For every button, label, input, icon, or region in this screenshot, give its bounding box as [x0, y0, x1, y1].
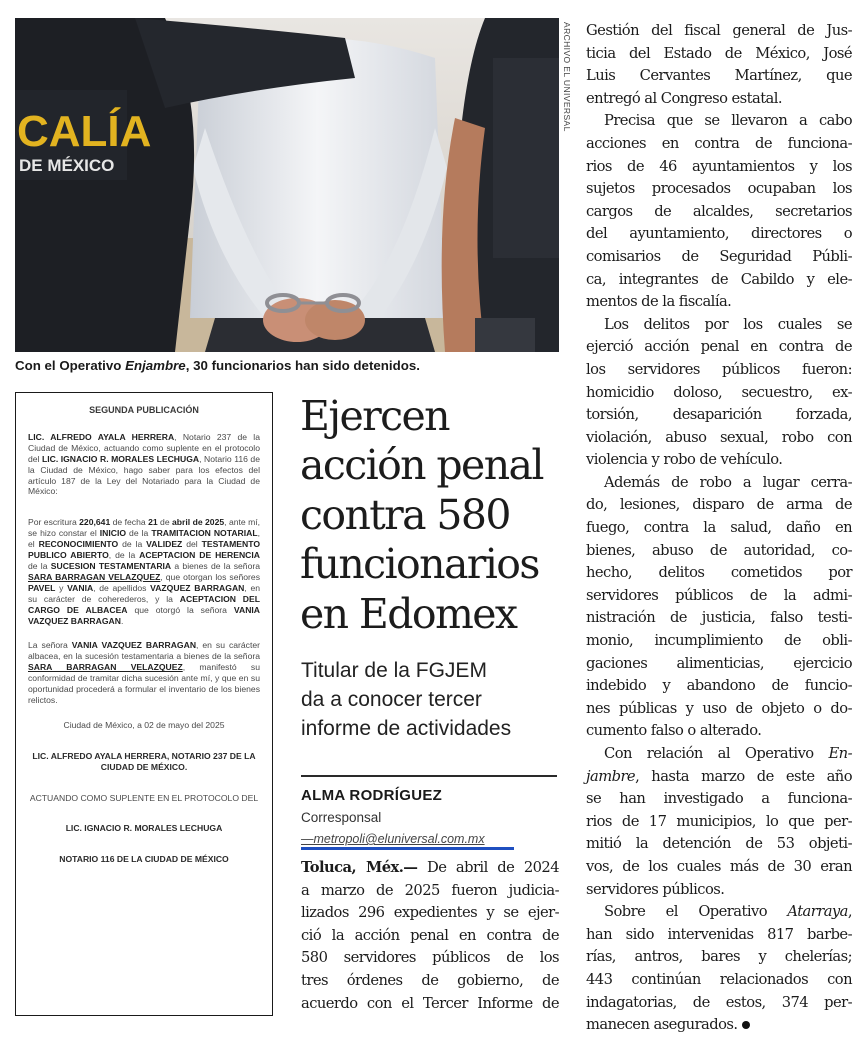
body-line: do, lesiones, disparo de arma de — [586, 496, 852, 514]
body-line: Los delitos por los cuales se — [604, 315, 852, 333]
body-line: manecen asegurados. — [586, 1014, 852, 1037]
body-line: bienes, abuso de autoridad, co- — [586, 541, 852, 559]
legal-notice-box — [15, 392, 273, 1016]
notice-signature-1: LIC. ALFREDO AYALA HERRERA, NOTARIO 237 DE LA CIUDAD DE MÉXICO. — [32, 750, 256, 772]
end-of-article-bullet-icon — [742, 1021, 750, 1029]
body-line: indagatorias, de estos, 374 per- — [586, 993, 852, 1011]
notice-date: Ciudad de México, a 02 de mayo del 2025 — [63, 719, 225, 730]
body-line: Toluca, Méx.— De abril de 2024 — [301, 859, 560, 876]
body-line: 580 servidores públicos de los — [301, 949, 559, 967]
article-body-column-1 — [301, 857, 559, 1015]
body-line: rios de 17 municipios, lo que per- — [586, 812, 852, 830]
body-line: torsión, desaparición forzada, — [586, 406, 852, 424]
body-line: Sobre el Operativo Atarraya, — [604, 903, 852, 921]
body-line: ejerció acción penal en contra de — [586, 338, 852, 356]
body-line: a marzo de 2025 fueron judicia- — [301, 881, 559, 899]
body-line: comisarios de Seguridad Públi- — [586, 247, 852, 265]
body-line: sujetos procesados ocupaban los — [586, 180, 852, 198]
body-line: han sido intervenidas 817 barbe- — [586, 925, 852, 943]
body-line: Con relación al Operativo En- — [604, 745, 852, 762]
body-line: acciones en contra de funciona- — [586, 134, 852, 152]
notice-signature-4: NOTARIO 116 DE LA CIUDAD DE MÉXICO — [59, 854, 229, 865]
notice-signature-3: LIC. IGNACIO R. MORALES LECHUGA — [65, 823, 223, 834]
body-line: Luis Cervantes Martínez, que — [586, 67, 852, 85]
body-line: servidores públicos. — [586, 880, 725, 898]
body-line: gaciones alimenticias, ejercicio — [586, 654, 852, 672]
body-line: fuego, contra la salud, daño en — [586, 519, 852, 537]
notice-title: SEGUNDA PUBLICACIÓN — [89, 405, 199, 415]
body-line: monio, incumplimiento de obli- — [586, 632, 852, 650]
vest-text-mexico: DE MÉXICO — [19, 156, 115, 175]
body-line: indebido y abandono de funcio- — [586, 677, 852, 695]
author-role: Corresponsal — [301, 810, 382, 825]
body-line: hecho, delitos cometidos por — [586, 564, 852, 582]
body-line: se han investigado a funciona- — [586, 790, 852, 808]
vest-text-fiscalia: CALÍA — [17, 107, 152, 156]
body-line: ticia del Estado de México, José — [586, 44, 852, 62]
body-line: homicidio doloso, secuestro, ex- — [586, 383, 852, 401]
email-link-underline — [301, 847, 514, 850]
body-line: servidores públicos de la admi- — [586, 586, 852, 604]
photo-caption: Con el Operativo Enjambre, 30 funcionarios han sido detenidos. — [15, 358, 420, 373]
body-line: Gestión del fiscal general de Jus- — [586, 22, 852, 39]
photo-credit: ARCHIVO EL UNIVERSAL — [562, 22, 572, 132]
body-line: entregó al Congreso estatal. — [586, 89, 783, 107]
body-line: violencia y robo de vehículo. — [586, 451, 783, 469]
body-line: nistración de justicia, falso testi- — [586, 609, 852, 627]
article-subheadline: Titular de la FGJEM da a conocer tercer informe de actividades — [301, 659, 512, 740]
body-line: vos, de los cuales más de 30 eran — [586, 857, 852, 875]
author-email-link[interactable]: —metropoli@eluniversal.com.mx — [301, 832, 485, 846]
body-line: violación, abuso sexual, robo con — [586, 428, 852, 446]
body-line: los servidores públicos fueron: — [586, 360, 852, 378]
body-line: lizados 296 expedientes y se ejer- — [301, 904, 559, 922]
body-line: tres órdenes de gobierno, de — [301, 971, 559, 989]
news-photo — [15, 18, 559, 352]
article-body-column-2 — [586, 20, 852, 1037]
body-line: cargos de alcaldes, secretarios — [586, 202, 852, 220]
body-line: ció la acción penal en contra de — [301, 926, 559, 944]
arrest-photo-illustration — [15, 18, 559, 352]
body-line: mitió la detención de 53 objeti- — [586, 835, 852, 853]
body-line: del ayuntamiento, directores o — [586, 225, 852, 243]
body-line: ca, integrantes de Cabildo y ele- — [586, 270, 852, 288]
notice-paragraph-3: La señora VANIA VAZQUEZ BARRAGAN, en su carácter albacea, en la sucesión testamentaria a bienes de la señora SARA BARRAGAN VELAZQUEZ, manifestó su conformidad de tramitar dicha sucesión ante mí, y que en su oportunidad procederá a formular el inventario de los bienes relictos. — [28, 640, 260, 705]
notice-signature-2: ACTUANDO COMO SUPLENTE EN EL PROTOCOLO DEL — [29, 792, 259, 803]
body-line: nes públicas y uso de objeto o do- — [586, 699, 852, 717]
notice-paragraph-2: Por escritura 220,641 de fecha 21 de abril de 2025, ante mí, se hizo constar el INICIO de la TRAMITACION NOTARIAL, el RECONOCIMIENTO de la VALIDEZ del TESTAMENTO PUBLICO ABIERTO, de la ACEPTACION DE HERENCIA de la SUCESION TESTAMENTARIA a bienes de la señora SARA BARRAGAN VELAZQUEZ, que otorgan los señores PAVEL y VANIA, de apellidos VAZQUEZ BARRAGAN, en su carácter de coherederos, y la ACEPTACION DEL CARGO DE ALBACEA que otorgó la señora VANIA VAZQUEZ BARRAGAN. — [28, 517, 261, 626]
body-line: jambre, hasta marzo de este año — [586, 767, 852, 785]
body-line: Precisa que se llevaron a cabo — [604, 112, 852, 130]
article-headline: Ejercen acción penal contra 580 funcionarios en Edomex — [300, 392, 543, 638]
body-line: rios de 46 ayuntamientos y los — [586, 157, 852, 175]
body-line: acuerdo con el Tercer Informe de — [301, 994, 559, 1012]
body-line: mentos de la fiscalía. — [586, 293, 732, 311]
author-name: ALMA RODRÍGUEZ — [301, 787, 443, 804]
body-line: 443 continúan relacionados con — [586, 970, 852, 988]
body-line: cumento falso o alterado. — [586, 722, 762, 740]
body-line: Además de robo a lugar cerra- — [604, 473, 852, 491]
byline-divider — [301, 775, 557, 777]
body-line: rías, antros, bares y chelerías; — [586, 948, 852, 966]
notice-paragraph-1: LIC. ALFREDO AYALA HERRERA, Notario 237 de la Ciudad de México, actuando como suplente en el protocolo del LIC. IGNACIO R. MORALES LECHUGA, Notario 116 de la Ciudad de México, hago saber para los efectos del artículo 187 de la Ley del Notariado para la Ciudad de México: — [28, 431, 260, 497]
